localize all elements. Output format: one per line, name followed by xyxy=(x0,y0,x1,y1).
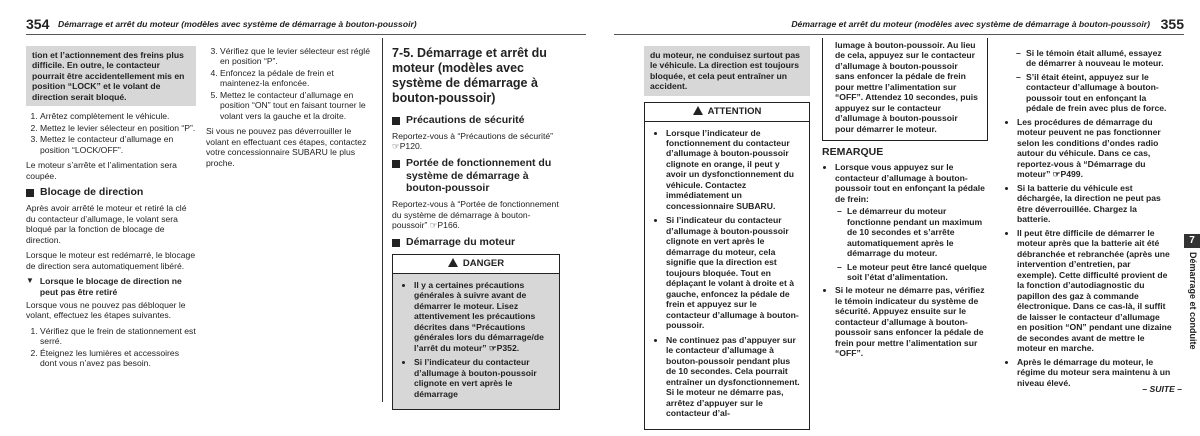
subheading-unlock: ▼ Lorsque le blocage de direction ne peut pas être retiré xyxy=(26,276,182,297)
paragraph: Lorsque vous ne pouvez pas débloquer le volant, effectuez les étapes suivantes. xyxy=(26,300,186,321)
list-item: 2. Mettez le levier sélecteur en position “P”. xyxy=(40,123,196,133)
list-item: 5. Mettez le contacteur d’allumage en position “ON” tout en faisant tourner le volant vers la gauche et la droite. xyxy=(220,90,370,121)
remarque-list xyxy=(822,162,988,359)
unlock-steps-continued xyxy=(206,46,370,121)
attention-box xyxy=(644,102,810,430)
remarque-heading: REMARQUE xyxy=(822,146,884,159)
continued-danger-box: du moteur, ne conduisez surtout pas le véhicule. La direction est toujours bloquée, et cela peut entraîner un accident. xyxy=(644,46,810,96)
paragraph: Le moteur s’arrête et l’alimentation sera coupée. xyxy=(26,160,177,181)
right-page-number: 355 xyxy=(1160,16,1184,32)
square-bullet-icon xyxy=(392,160,400,168)
sub-list xyxy=(835,206,988,282)
list-item: • Si l’indicateur du contacteur d’allumage à bouton-poussoir clignote en vert après le démarrage du moteur, cela signifie que la direction est toujours bloquée. Tout en déplaçant le volant à droite et à gauche, enfoncez la pédale de frein et appuyez sur le contacteur d’allumage à bouton-poussoir. xyxy=(666,215,801,330)
list-item: 1. Vérifiez que le frein de stationnement est serré. xyxy=(40,326,196,347)
chapter-tab: 7 xyxy=(1184,234,1200,248)
attention-continued: lumage à bouton-poussoir. Au lieu de cela, appuyez sur le contacteur d’allumage à bouton-poussoir sans enfoncer la pédale de frein pour mettre l’alimentation sur “OFF”. Attendez 10 secondes, puis appuyez sur le contacteur d’allumage à bouton-poussoir pour démarrer le moteur. xyxy=(822,38,988,141)
list-item: 3. Vérifiez que le levier sélecteur est réglé en position “P”. xyxy=(220,46,370,67)
left-column-3 xyxy=(392,46,560,416)
right-header-title: Démarrage et arrêt du moteur (modèles avec système de démarrage à bouton-poussoir) xyxy=(791,19,1150,29)
list-item: – Si le témoin était allumé, essayez de démarrer à nouveau le moteur. xyxy=(1026,48,1172,69)
list-item: • Si l’indicateur du contacteur d’allumage à bouton-poussoir clignote en vert après le démarrage xyxy=(414,357,551,399)
list-item: • Si le moteur ne démarre pas, vérifiez le témoin indicateur du système de sécurité. Appuyez ensuite sur le contacteur d’allumage à bouton-poussoir sans enfoncer la pédale de frein pour mettre l’alimentation sur “OFF”. xyxy=(835,285,988,358)
attention-list xyxy=(653,128,801,419)
list-item: • Ne continuez pas d’appuyer sur le contacteur d’allumage à bouton-poussoir pendant plus de 10 secondes. Cela pourrait entraîner un dysfonctionnement. Si le moteur ne démarre pas, arrêtez d’appuyer sur le contacteur d’al- xyxy=(666,335,801,419)
list-item: 1. Arrêtez complètement le véhicule. xyxy=(40,111,196,121)
chapter-side-label: Démarrage et conduite xyxy=(1188,252,1198,350)
list-item: • Si la batterie du véhicule est déchargée, la direction ne peut pas être déverrouillée. Chargez la batterie. xyxy=(1017,183,1172,225)
list-item: • Les procédures de démarrage du moteur peuvent ne pas fonctionner selon les conditions d’ondes radio autour du véhicule. Dans ce cas, reportez-vous à “Démarrage du moteur” ☞P499. xyxy=(1017,117,1172,180)
list-item: – Le moteur peut être lancé quelque soit l’état d’alimentation. xyxy=(847,262,988,283)
list-item: • Il y a certaines précautions générales à suivre avant de démarrer le moteur. Lisez attentivement les précautions décrites dans “Précautions générales lors du démarrage/de l’arrêt du moteur” ☞P352. xyxy=(414,280,551,353)
continued-warning-box: tion et l’actionnement des freins plus difficile. En outre, le contacteur pourrait être accidentellement mis en position “LOCK” et le volant de direction serait bloqué. xyxy=(26,46,196,106)
right-header xyxy=(614,14,1184,35)
right-column-3 xyxy=(1004,46,1172,391)
list-item: • Il peut être difficile de démarrer le moteur après que la batterie ait été débranchée et rebranchée (après une intervention d’entretien, par exemple). Cette difficulté provient de la fonction d’autodiagnostic du papillon des gaz à commande électronique. Dans ce cas-là, il suffit de laisser le contacteur d’allumage en position “ON” pendant une dizaine de secondes avant de mettre le moteur en marche. xyxy=(1017,228,1172,354)
square-bullet-icon xyxy=(392,117,400,125)
triangle-down-icon: ▼ xyxy=(26,276,34,286)
section-heading-precautions: Précautions de sécurité xyxy=(392,114,560,127)
paragraph: Après avoir arrêté le moteur et retiré la clé du contacteur d’allumage, le volant sera bloqué par la fonction de blocage de direction. xyxy=(26,203,187,245)
list-item: 4. Enfoncez la pédale de frein et maintenez-la enfoncée. xyxy=(220,68,370,89)
section-heading-portee: Portée de fonctionnement du système de démarrage à bouton-poussoir xyxy=(392,157,560,195)
right-page xyxy=(614,0,1200,419)
chapter-title: 7-5. Démarrage et arrêt du moteur (modèles avec système de démarrage à bouton-poussoir) xyxy=(392,46,547,105)
paragraph: Reportez-vous à “Portée de fonctionnement du système de démarrage à bouton-poussoir” ☞P166. xyxy=(392,199,559,231)
continued-marker: – SUITE – xyxy=(1142,383,1182,394)
list-item: 3. Mettez le contacteur d’allumage en position “LOCK/OFF”. xyxy=(40,134,196,155)
left-column-1 xyxy=(26,46,196,374)
warning-triangle-icon xyxy=(448,258,458,267)
column-divider xyxy=(382,38,383,402)
paragraph: Si vous ne pouvez pas déverrouiller le volant en effectuant ces étapes, contactez votre concessionnaire SUBARU le plus proche. xyxy=(206,126,367,168)
right-column-2 xyxy=(822,40,988,362)
left-page-number: 354 xyxy=(26,16,50,32)
danger-box xyxy=(392,254,560,410)
paragraph: Lorsque le moteur est redémarré, le blocage de direction sera automatiquement libéré. xyxy=(26,250,196,271)
continued-dash-list xyxy=(1004,48,1172,114)
list-item: 2. Éteignez les lumières et accessoires dont vous n’avez pas besoin. xyxy=(40,348,196,369)
unlock-steps xyxy=(26,326,196,369)
list-item: – Le démarreur du moteur fonctionne pendant un maximum de 10 secondes et s’arrête automatiquement après le démarrage du moteur. xyxy=(847,206,988,258)
square-bullet-icon xyxy=(26,189,34,197)
square-bullet-icon xyxy=(392,239,400,247)
stop-steps xyxy=(26,111,196,155)
danger-header: DANGER xyxy=(393,255,559,274)
left-page xyxy=(0,0,586,402)
remarque-list-continued xyxy=(1004,117,1172,388)
section-heading-blocage: Blocage de direction xyxy=(26,186,196,199)
section-heading-demarrage: Démarrage du moteur xyxy=(392,236,560,249)
danger-list xyxy=(401,280,551,399)
list-item: • Après le démarrage du moteur, le régime du moteur sera maintenu à un niveau élevé. xyxy=(1017,357,1172,388)
left-header xyxy=(26,14,586,35)
list-item: • Lorsque vous appuyez sur le contacteur d’allumage à bouton-poussoir tout en enfonçant la pédale de frein: – Le démarreur du moteur fonctionne pendant un maximum de 10 secondes et s’arrête automatiquement après le démarrage du moteur. – Le moteur peut être lancé quelque soit l’état d’alimentation. xyxy=(835,162,988,282)
list-item: • Lorsque l’indicateur de fonctionnement du contacteur d’allumage à bouton-poussoir clignote en orange, il peut y avoir un dysfonctionnement du véhicule. Contactez immédiatement un concessionnaire SUBARU. xyxy=(666,128,801,212)
left-column-2 xyxy=(206,46,370,173)
warning-triangle-icon xyxy=(693,106,703,115)
attention-header: ATTENTION xyxy=(645,103,809,122)
paragraph: Reportez-vous à “Précautions de sécurité” ☞P120. xyxy=(392,130,553,152)
list-item: – S’il était éteint, appuyez sur le contacteur d’allumage à bouton-poussoir tout en enfonçant la pédale de frein avec plus de force. xyxy=(1026,72,1172,114)
right-column-1 xyxy=(644,46,810,436)
left-header-title: Démarrage et arrêt du moteur (modèles avec système de démarrage à bouton-poussoir) xyxy=(58,19,417,29)
